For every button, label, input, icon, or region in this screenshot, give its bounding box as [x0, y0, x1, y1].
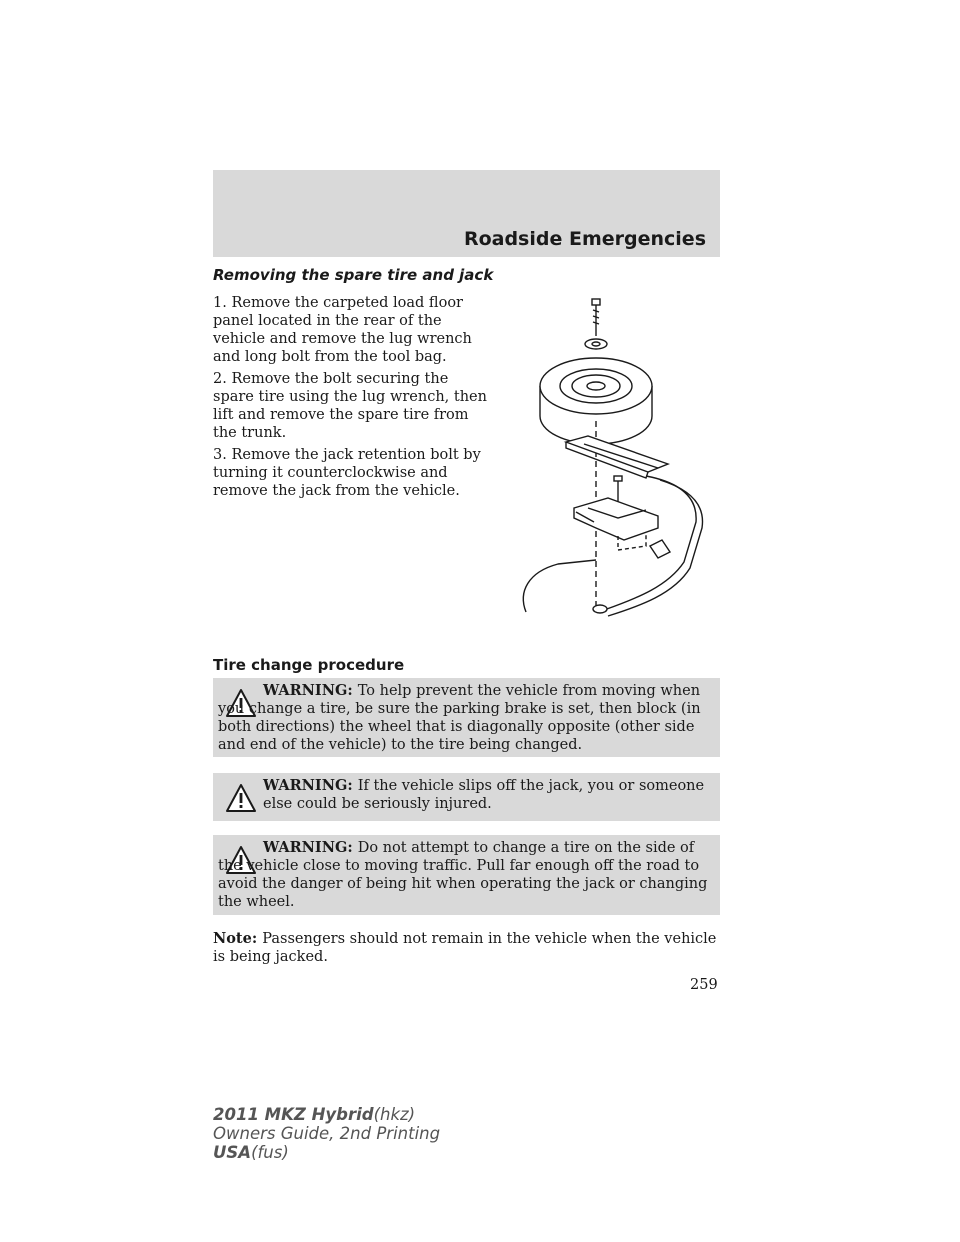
warning-label: WARNING: — [263, 777, 358, 794]
step-3: 3. Remove the jack retention bolt by turning it counterclockwise and remove the jack from the vehicle. — [213, 447, 481, 499]
warning-text — [218, 682, 714, 754]
spare-tire-jack-illustration — [518, 296, 722, 618]
warning-triangle-icon — [225, 783, 257, 813]
warning-body: To help prevent the vehicle from moving when you change a tire, be sure the parking brake is set, then block (in both directions) the wheel that is diagonally opposite (other side and end of the vehicle) to the tire being changed. — [218, 683, 701, 753]
footer-market: USA — [213, 1143, 252, 1162]
warning-box — [213, 678, 720, 757]
warning-text — [218, 839, 714, 911]
footer-line-1 — [213, 1105, 440, 1124]
footer-line-2: Owners Guide, 2nd Printing — [213, 1124, 441, 1143]
footer-market-code: (fus) — [251, 1143, 289, 1162]
header-band — [213, 170, 720, 257]
warning-label: WARNING: — [263, 682, 358, 699]
warning-box — [213, 773, 720, 821]
footer-line-3 — [213, 1143, 440, 1162]
footer-model: 2011 MKZ Hybrid — [213, 1105, 374, 1124]
step-2: 2. Remove the bolt securing the spare tire using the lug wrench, then lift and remove the spare tire from the trunk. — [213, 371, 487, 441]
note-label: Note: — [213, 930, 263, 947]
section-title: Roadside Emergencies — [463, 228, 706, 250]
procedure-title: Tire change procedure — [213, 656, 405, 674]
warning-body: If the vehicle slips off the jack, you or someone else could be seriously injured. — [263, 778, 705, 812]
warning-text — [263, 777, 714, 813]
warning-label: WARNING: — [263, 839, 358, 856]
step-1: 1. Remove the carpeted load floor panel located in the rear of the vehicle and remove the lug wrench and long bolt from the tool bag. — [213, 295, 472, 365]
page-number: 259 — [690, 977, 718, 993]
footer-model-code: (hkz) — [373, 1105, 416, 1124]
warning-box — [213, 835, 720, 915]
warning-body: Do not attempt to change a tire on the side of the vehicle close to moving traffic. Pull far enough off the road to avoid the danger of being hit when operating the jack or changing the wheel. — [218, 840, 708, 910]
spare-section-title: Removing the spare tire and jack — [213, 266, 494, 284]
footer — [213, 1105, 440, 1162]
note-body: Passengers should not remain in the vehicle when the vehicle is being jacked. — [213, 931, 717, 965]
note — [213, 930, 718, 966]
